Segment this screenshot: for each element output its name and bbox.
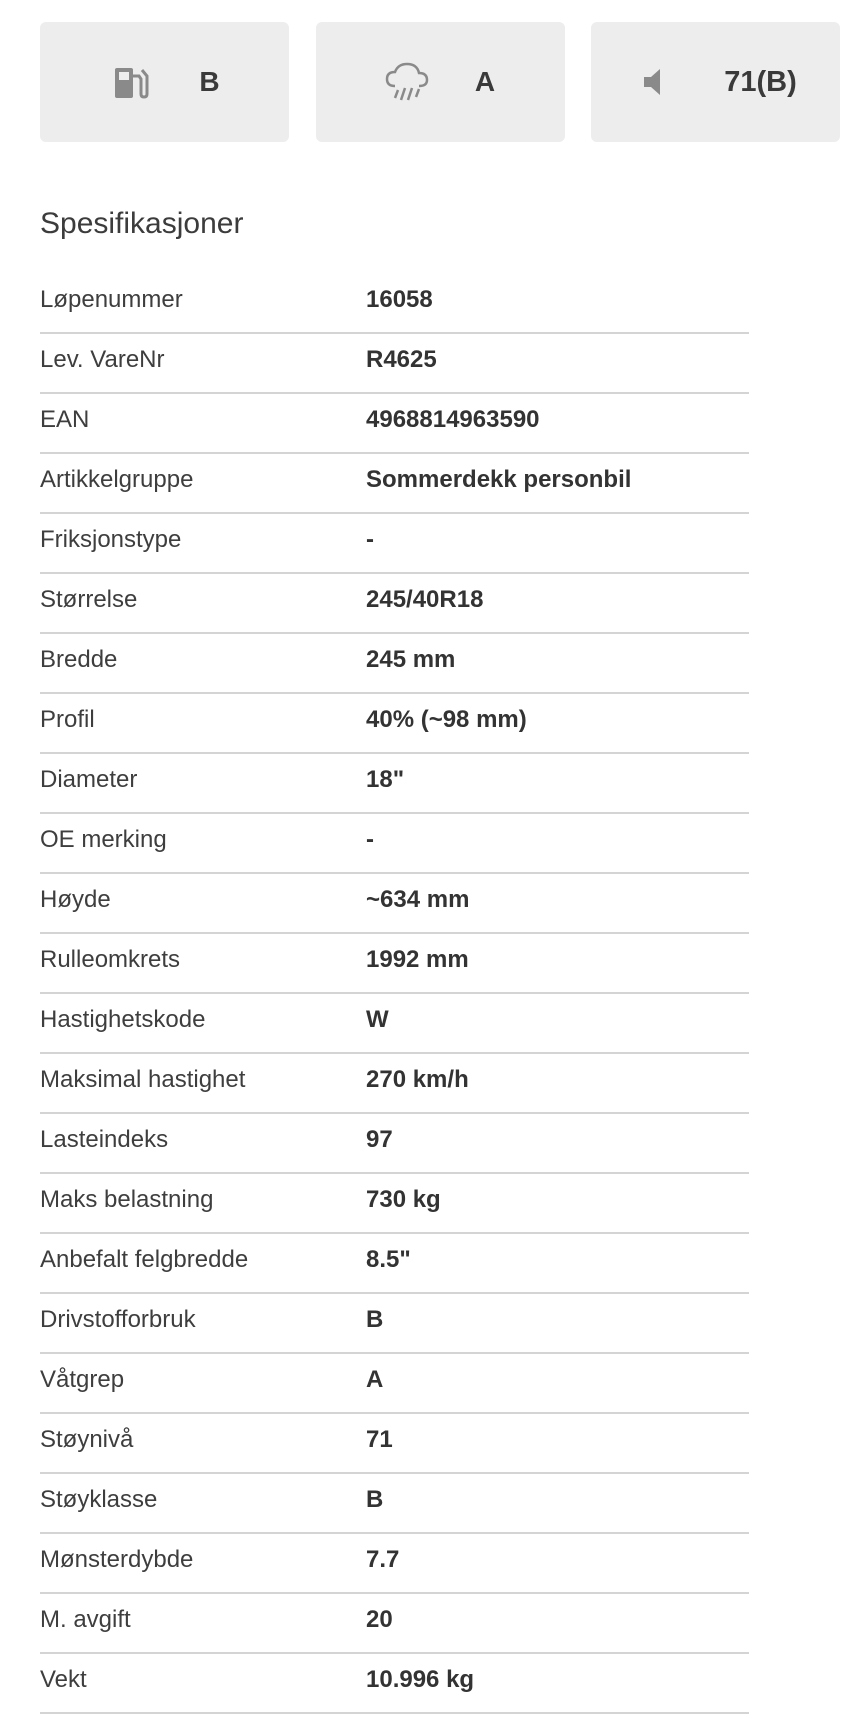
spec-label: Profil: [40, 706, 95, 733]
table-row: [40, 1054, 749, 1114]
spec-label: Støyklasse: [40, 1486, 158, 1513]
table-row: [40, 994, 749, 1054]
noise-level-value: 71(B): [724, 65, 797, 98]
table-row: [40, 874, 749, 934]
rain-cloud-icon: [385, 60, 429, 104]
table-row: [40, 574, 749, 634]
spec-label: Friksjonstype: [40, 526, 182, 553]
table-row: [40, 1174, 749, 1234]
table-row: [40, 1534, 749, 1594]
speaker-icon: [634, 60, 678, 104]
spec-label: Vekt: [40, 1666, 87, 1693]
table-row: [40, 694, 749, 754]
table-row: [40, 1354, 749, 1414]
spec-label: Våtgrep: [40, 1366, 125, 1393]
fuel-pump-icon: [109, 60, 153, 104]
spec-label: EAN: [40, 406, 90, 433]
spec-label: Mønsterdybde: [40, 1546, 194, 1573]
fuel-efficiency-card: [40, 22, 289, 142]
spec-value: 4968814963590: [366, 406, 540, 433]
noise-level-card: [591, 22, 840, 142]
spec-value: 97: [366, 1126, 393, 1153]
spec-label: Løpenummer: [40, 286, 183, 313]
table-row: [40, 454, 749, 514]
table-row: [40, 274, 749, 334]
spec-value: 18": [366, 766, 405, 793]
spec-label: Støynivå: [40, 1426, 134, 1453]
table-row: [40, 1114, 749, 1174]
wet-grip-card: [316, 22, 565, 142]
spec-value: 270 km/h: [366, 1066, 469, 1093]
spec-label: Lev. VareNr: [40, 346, 165, 373]
spec-value: Sommerdekk personbil: [366, 466, 632, 493]
spec-value: -: [366, 826, 374, 853]
table-row: [40, 1654, 749, 1714]
table-row: [40, 1474, 749, 1534]
specifications-title: Spesifikasjoner: [40, 207, 244, 240]
spec-value: A: [366, 1366, 384, 1393]
table-row: [40, 1294, 749, 1354]
table-row: [40, 1594, 749, 1654]
wet-grip-value: A: [474, 66, 496, 97]
spec-value: 40% (~98 mm): [366, 706, 527, 733]
eu-tyre-label-row: [40, 22, 840, 142]
spec-label: Bredde: [40, 646, 118, 673]
spec-value: 1992 mm: [366, 946, 469, 973]
spec-label: Diameter: [40, 766, 138, 793]
fuel-efficiency-value: B: [199, 66, 220, 97]
spec-label: Størrelse: [40, 586, 138, 613]
spec-value: 245 mm: [366, 646, 456, 673]
spec-label: Artikkelgruppe: [40, 466, 194, 493]
spec-label: Høyde: [40, 886, 111, 913]
specifications-table: [40, 274, 749, 1714]
table-row: [40, 334, 749, 394]
spec-label: Rulleomkrets: [40, 946, 181, 973]
spec-value: 8.5": [366, 1246, 411, 1273]
spec-value: 20: [366, 1606, 393, 1633]
spec-value: 7.7: [366, 1546, 400, 1573]
spec-value: 16058: [366, 286, 433, 313]
table-row: [40, 814, 749, 874]
spec-value: -: [366, 526, 374, 553]
spec-label: Maks belastning: [40, 1186, 214, 1213]
table-row: [40, 1234, 749, 1294]
table-row: [40, 1414, 749, 1474]
spec-value: R4625: [366, 346, 437, 373]
spec-label: Lasteindeks: [40, 1126, 169, 1153]
table-row: [40, 754, 749, 814]
table-row: [40, 514, 749, 574]
spec-value: 245/40R18: [366, 586, 484, 613]
spec-label: Maksimal hastighet: [40, 1066, 246, 1093]
spec-label: Anbefalt felgbredde: [40, 1246, 249, 1273]
spec-value: 730 kg: [366, 1186, 441, 1213]
spec-value: 10.996 kg: [366, 1666, 475, 1693]
spec-value: W: [366, 1006, 389, 1033]
spec-value: ~634 mm: [366, 886, 470, 913]
table-row: [40, 394, 749, 454]
spec-label: OE merking: [40, 826, 167, 853]
spec-label: M. avgift: [40, 1606, 131, 1633]
table-row: [40, 934, 749, 994]
spec-label: Drivstofforbruk: [40, 1306, 196, 1333]
spec-value: B: [366, 1486, 384, 1513]
spec-value: B: [366, 1306, 384, 1333]
table-row: [40, 634, 749, 694]
spec-label: Hastighetskode: [40, 1006, 206, 1033]
spec-value: 71: [366, 1426, 393, 1453]
